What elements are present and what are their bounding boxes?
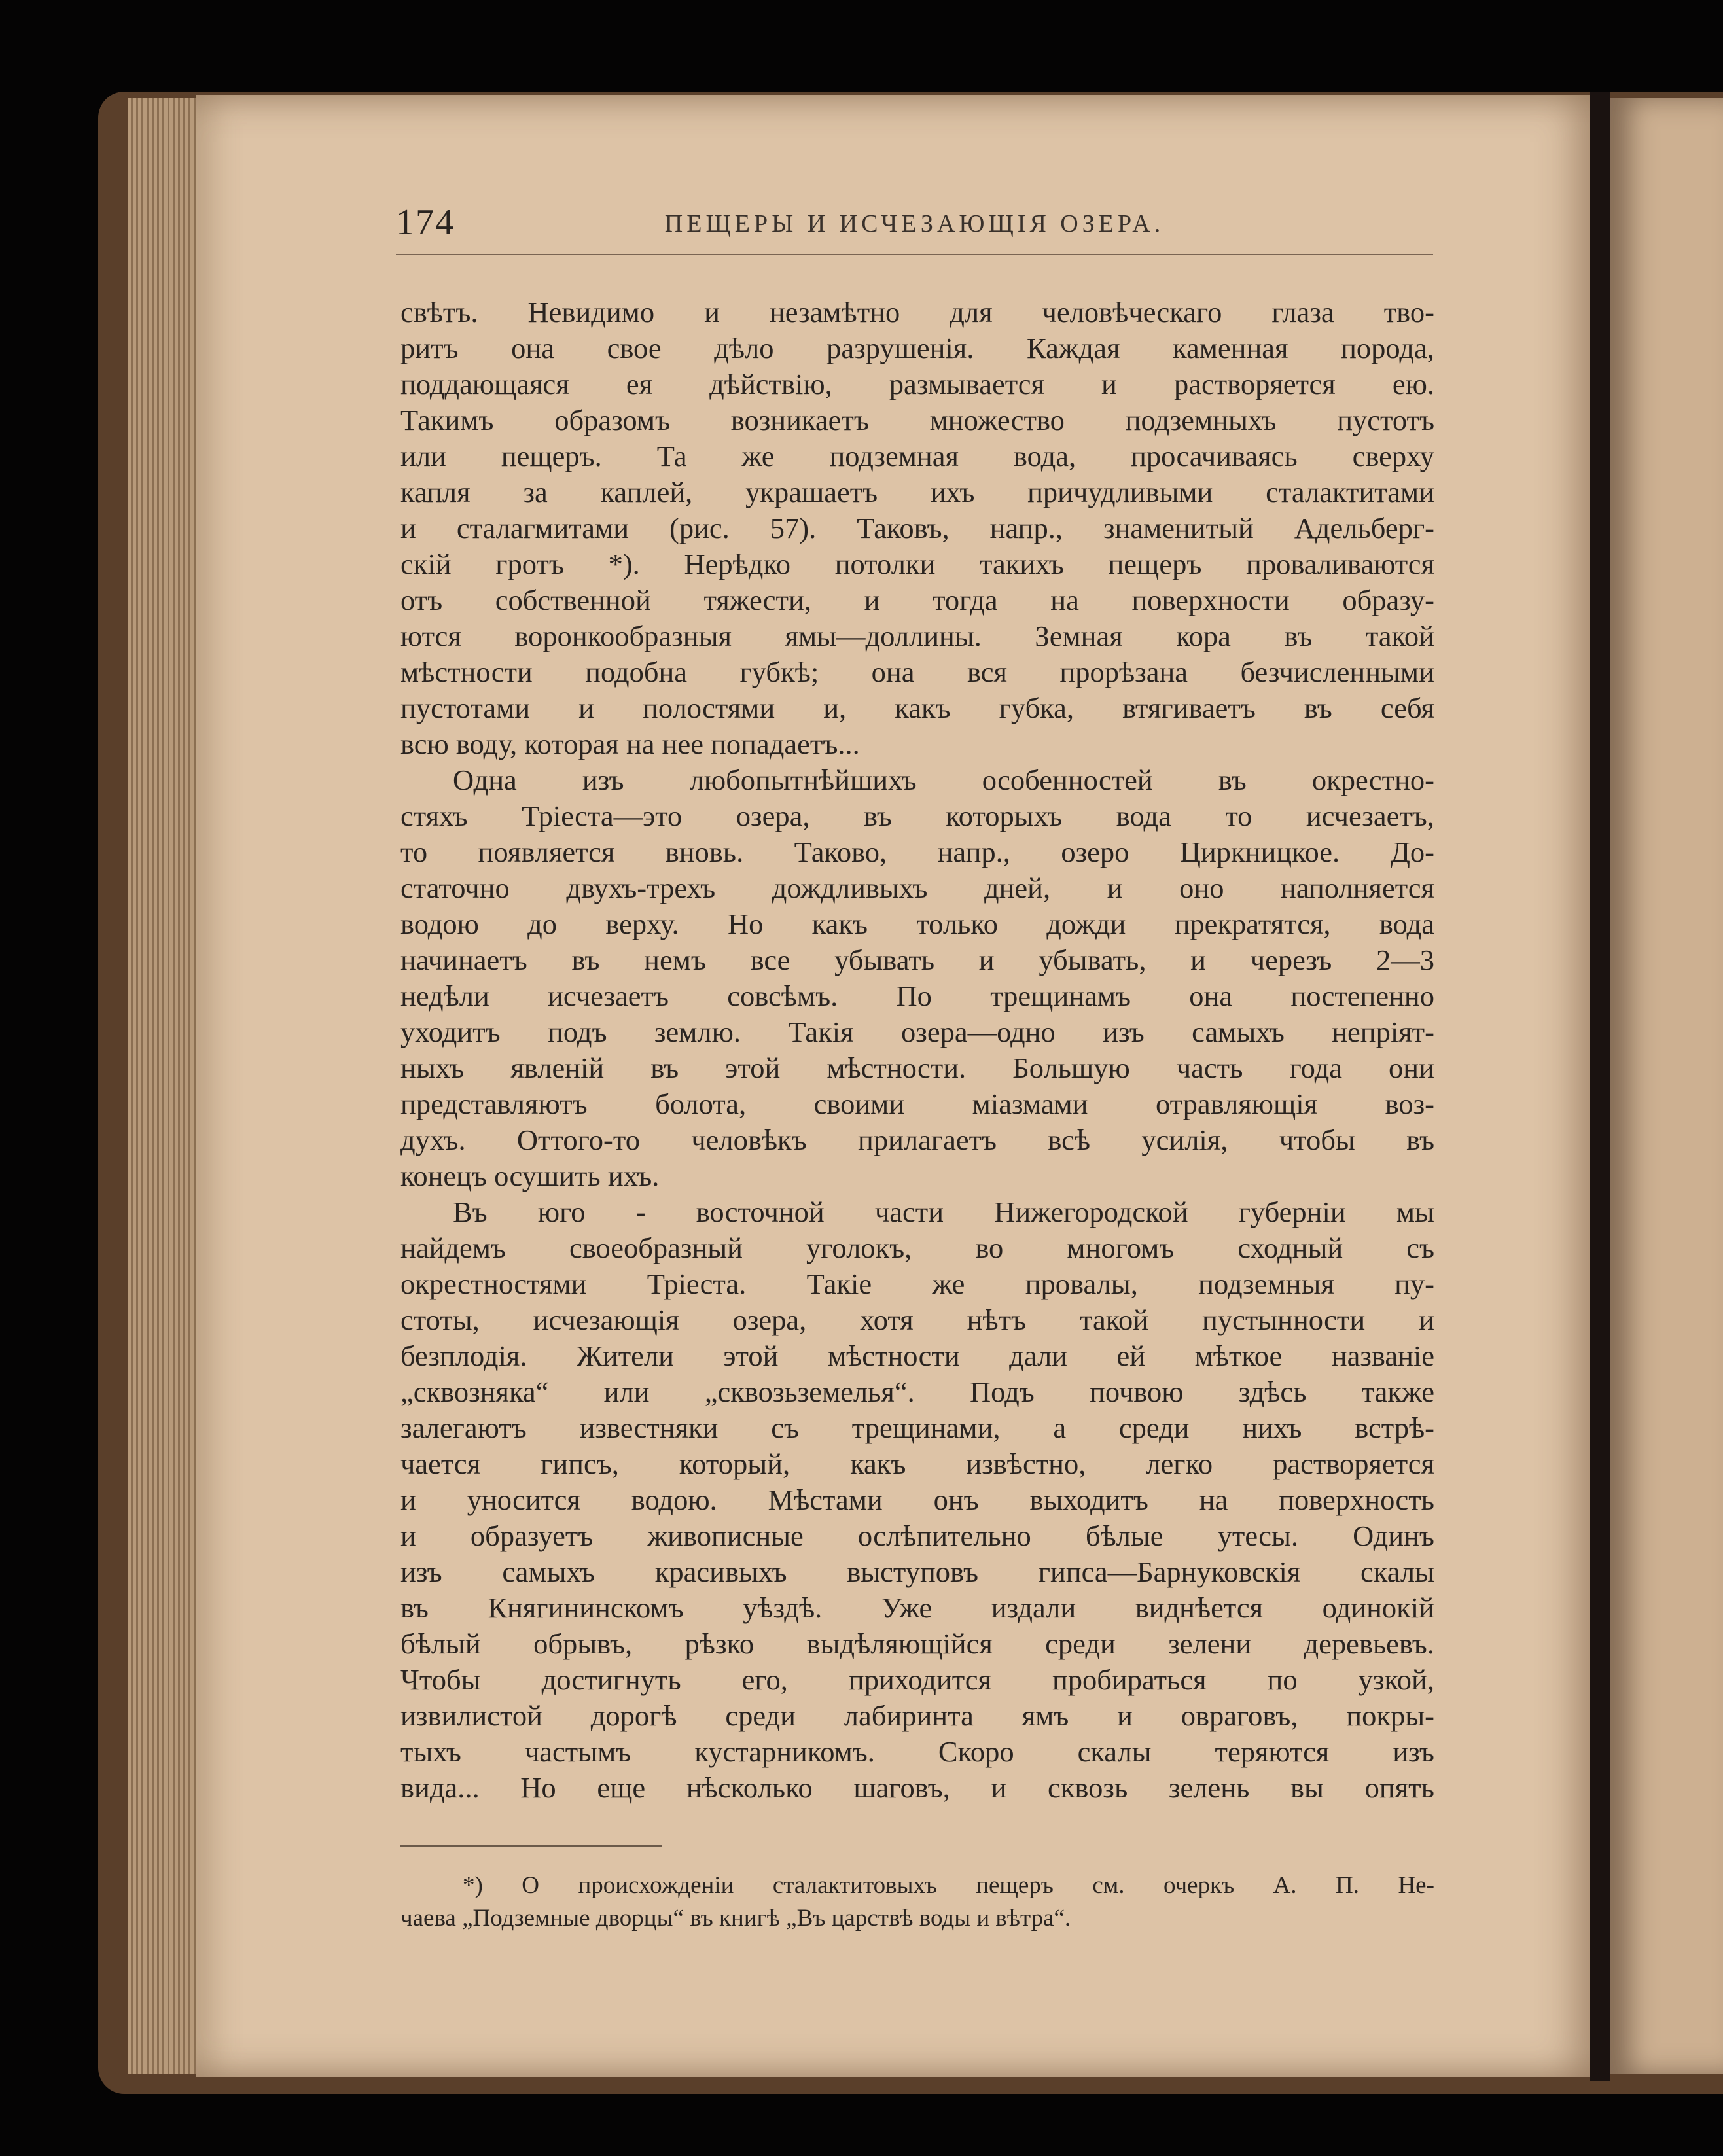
footnote-rule [400, 1845, 662, 1847]
text-line: водою до верху. Но какъ только дожди прекратятся, вода [400, 908, 1434, 940]
page-edges [128, 98, 206, 2074]
text-line: духъ. Оттого-то человѣкъ прилагаетъ всѣ усилія, чтобы въ [400, 1123, 1434, 1156]
text-line: уходитъ подъ землю. Такія озера—одно изъ самыхъ непріят- [400, 1016, 1434, 1048]
text-line: ныхъ явленій въ этой мѣстности. Большую часть года они [400, 1051, 1434, 1084]
text-line: отъ собственной тяжести, и тогда на поверхности образу- [400, 584, 1434, 616]
text-line: Такимъ образомъ возникаетъ множество подземныхъ пустотъ [400, 404, 1434, 436]
text-line: и сталагмитами (рис. 57). Таковъ, напр., знаменитый Адельберг- [400, 512, 1434, 544]
footnote-line: чаева „Подземные дворцы“ въ книгѣ „Въ царствѣ воды и вѣтра“. [400, 1905, 1071, 1932]
footnotes [400, 1869, 1434, 1935]
text-line: ются воронкообразныя ямы—доллины. Земная кора въ такой [400, 620, 1434, 652]
text-line: начинаетъ въ немъ все убывать и убывать, и черезъ 2—3 [400, 944, 1434, 976]
text-line: тыхъ частымъ кустарникомъ. Скоро скалы теряются изъ [400, 1735, 1434, 1768]
facing-page-edge [1610, 98, 1723, 2074]
text-line: всю воду, которая на нее попадаетъ... [400, 728, 860, 760]
text-line: капля за каплей, украшаетъ ихъ причудливыми сталактитами [400, 476, 1434, 508]
text-line: и уносится водою. Мѣстами онъ выходитъ на поверхность [400, 1483, 1434, 1516]
text-line: бѣлый обрывъ, рѣзко выдѣляющійся среди зелени деревьевъ. [400, 1627, 1434, 1660]
text-line: пустотами и полостями и, какъ губка, втягиваетъ въ себя [400, 692, 1434, 724]
text-line: чается гипсъ, который, какъ извѣстно, легко растворяется [400, 1447, 1434, 1480]
page-number: 174 [396, 202, 455, 243]
text-line: „сквозняка“ или „сквозьземелья“. Подъ почвою здѣсь также [400, 1375, 1434, 1408]
text-line: поддающаяся ея дѣйствію, размывается и растворяется ею. [400, 368, 1434, 400]
body-text [400, 294, 1434, 1806]
text-line: стяхъ Тріеста—это озера, въ которыхъ вода то исчезаетъ, [400, 800, 1434, 832]
running-head: ПЕЩЕРЫ И ИСЧЕЗАЮЩІЯ ОЗЕРА. [664, 210, 1165, 238]
text-line: свѣтъ. Невидимо и незамѣтно для человѣческаго глаза тво- [400, 296, 1434, 328]
text-line: Одна изъ любопытнѣйшихъ особенностей въ окрестно- [453, 764, 1434, 796]
text-line: окрестностями Тріеста. Такіе же провалы, подземныя пу- [400, 1267, 1434, 1300]
text-line: или пещеръ. Та же подземная вода, просачиваясь сверху [400, 440, 1434, 472]
text-line: стоты, исчезающія озера, хотя нѣтъ такой пустынности и [400, 1303, 1434, 1336]
text-line: изъ самыхъ красивыхъ выступовъ гипса—Барнуковскія скалы [400, 1555, 1434, 1588]
text-line: безплодія. Жители этой мѣстности дали ей мѣткое названіе [400, 1339, 1434, 1372]
text-line: представляютъ болота, своими міазмами отравляющія воз- [400, 1087, 1434, 1120]
text-line: въ Княгининскомъ уѣздѣ. Уже издали виднѣется одинокій [400, 1591, 1434, 1624]
text-line: скій гротъ *). Нерѣдко потолки такихъ пещеръ проваливаются [400, 548, 1434, 580]
text-line: статочно двухъ-трехъ дождливыхъ дней, и оно наполняется [400, 872, 1434, 904]
text-line: и образуетъ живописные ослѣпительно бѣлые утесы. Одинъ [400, 1519, 1434, 1552]
text-line: то появляется вновь. Таково, напр., озеро Циркницкое. До- [400, 836, 1434, 868]
text-line: конецъ осушить ихъ. [400, 1159, 660, 1192]
book-gutter [1590, 92, 1610, 2081]
text-line: Чтобы достигнуть его, приходится пробираться по узкой, [400, 1663, 1434, 1696]
page-header [396, 202, 1433, 255]
text-line: вида... Но еще нѣсколько шаговъ, и сквозь зелень вы опять [400, 1771, 1434, 1804]
text-line: недѣли исчезаетъ совсѣмъ. По трещинамъ она постепенно [400, 980, 1434, 1012]
text-line: найдемъ своеобразный уголокъ, во многомъ сходный съ [400, 1231, 1434, 1264]
text-line: Въ юго - восточной части Нижегородской губерніи мы [453, 1195, 1434, 1228]
text-line: мѣстности подобна губкѣ; она вся прорѣзана безчисленными [400, 656, 1434, 688]
text-line: ритъ она свое дѣло разрушенія. Каждая каменная порода, [400, 332, 1434, 364]
footnote-line: *) О происхожденіи сталактитовыхъ пещеръ см. очеркъ А. П. Не- [463, 1872, 1434, 1899]
text-line: извилистой дорогѣ среди лабиринта ямъ и овраговъ, покры- [400, 1699, 1434, 1732]
text-line: залегаютъ известняки съ трещинами, а среди нихъ встрѣ- [400, 1411, 1434, 1444]
